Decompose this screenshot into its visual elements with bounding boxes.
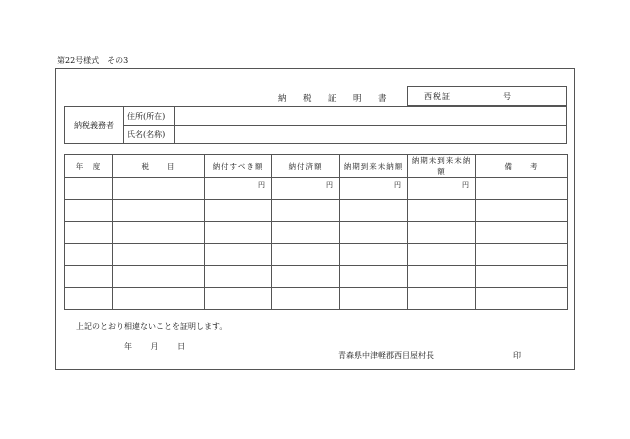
cell-tax-item[interactable] [113, 178, 205, 200]
certificate-number-suffix: 号 [503, 91, 511, 101]
yen-unit-label: 円 [394, 181, 401, 189]
cell-remarks[interactable] [476, 266, 568, 288]
issuer-name: 青森県中津軽郡西目屋村長 [338, 351, 434, 360]
date-month-label: 月 [150, 342, 159, 351]
yen-unit-label: 円 [326, 181, 333, 189]
cell-amount-due[interactable] [205, 178, 272, 200]
cell-fiscal-year[interactable] [65, 200, 113, 222]
cell-not-yet-due-unpaid[interactable] [408, 222, 476, 244]
table-row [65, 266, 568, 288]
header-amount-paid: 納付済額 [272, 155, 340, 178]
cell-remarks[interactable] [476, 200, 568, 222]
cell-amount-due[interactable] [205, 244, 272, 266]
taxpayer-box [64, 106, 567, 144]
document-title: 納 税 証 明 書 [278, 94, 391, 104]
cell-remarks[interactable] [476, 244, 568, 266]
cell-amount-due[interactable] [205, 200, 272, 222]
certificate-number-box [407, 86, 567, 106]
table-header-row [65, 155, 568, 178]
cell-amount-paid[interactable] [272, 200, 340, 222]
name-label: 氏名(名称) [123, 125, 175, 143]
cell-tax-item[interactable] [113, 200, 205, 222]
table-row [65, 244, 568, 266]
cell-amount-paid[interactable] [272, 244, 340, 266]
certification-statement: 上記のとおり相違ないことを証明します。 [76, 322, 228, 331]
cell-overdue-unpaid[interactable] [340, 244, 408, 266]
cell-overdue-unpaid[interactable] [340, 288, 408, 310]
issue-date [124, 341, 201, 352]
table-row [65, 200, 568, 222]
header-tax-item: 税 目 [113, 155, 205, 178]
cell-overdue-unpaid[interactable] [340, 178, 408, 200]
table-row [65, 222, 568, 244]
cell-remarks[interactable] [476, 222, 568, 244]
cell-overdue-unpaid[interactable] [340, 200, 408, 222]
cell-amount-paid[interactable] [272, 266, 340, 288]
table-row [65, 178, 568, 200]
table-row [65, 288, 568, 310]
cell-amount-paid[interactable] [272, 288, 340, 310]
header-remarks: 備 考 [476, 155, 568, 178]
cell-amount-paid[interactable] [272, 222, 340, 244]
cell-overdue-unpaid[interactable] [340, 266, 408, 288]
cell-not-yet-due-unpaid[interactable] [408, 244, 476, 266]
date-day-label: 日 [177, 342, 186, 351]
address-label: 住所(所在) [123, 107, 175, 125]
cell-amount-due[interactable] [205, 266, 272, 288]
cell-not-yet-due-unpaid[interactable] [408, 200, 476, 222]
cell-overdue-unpaid[interactable] [340, 222, 408, 244]
address-row [123, 107, 566, 126]
cell-fiscal-year[interactable] [65, 244, 113, 266]
date-year-label: 年 [124, 342, 132, 351]
cell-not-yet-due-unpaid[interactable] [408, 288, 476, 310]
header-overdue-unpaid: 納期到来未納額 [340, 155, 408, 178]
yen-unit-label: 円 [258, 181, 265, 189]
yen-unit-label: 円 [462, 181, 469, 189]
cell-remarks[interactable] [476, 288, 568, 310]
certificate-number-prefix: 西税証 [424, 91, 451, 101]
cell-tax-item[interactable] [113, 244, 205, 266]
cell-remarks[interactable] [476, 178, 568, 200]
cell-amount-due[interactable] [205, 288, 272, 310]
cell-tax-item[interactable] [113, 266, 205, 288]
name-row [123, 125, 566, 143]
cell-fiscal-year[interactable] [65, 288, 113, 310]
seal-mark: 印 [513, 351, 521, 360]
tax-table [64, 154, 568, 310]
taxpayer-label: 納税義務者 [65, 107, 124, 143]
header-fiscal-year: 年 度 [65, 155, 113, 178]
cell-fiscal-year[interactable] [65, 178, 113, 200]
cell-tax-item[interactable] [113, 288, 205, 310]
header-amount-due: 納付すべき額 [205, 155, 272, 178]
cell-tax-item[interactable] [113, 222, 205, 244]
cell-amount-paid[interactable] [272, 178, 340, 200]
form-number-label: 第22号様式 その3 [57, 56, 129, 65]
cell-not-yet-due-unpaid[interactable] [408, 178, 476, 200]
cell-fiscal-year[interactable] [65, 266, 113, 288]
cell-not-yet-due-unpaid[interactable] [408, 266, 476, 288]
header-not-yet-due-unpaid: 納期未到来未納額 [408, 155, 476, 178]
cell-fiscal-year[interactable] [65, 222, 113, 244]
cell-amount-due[interactable] [205, 222, 272, 244]
